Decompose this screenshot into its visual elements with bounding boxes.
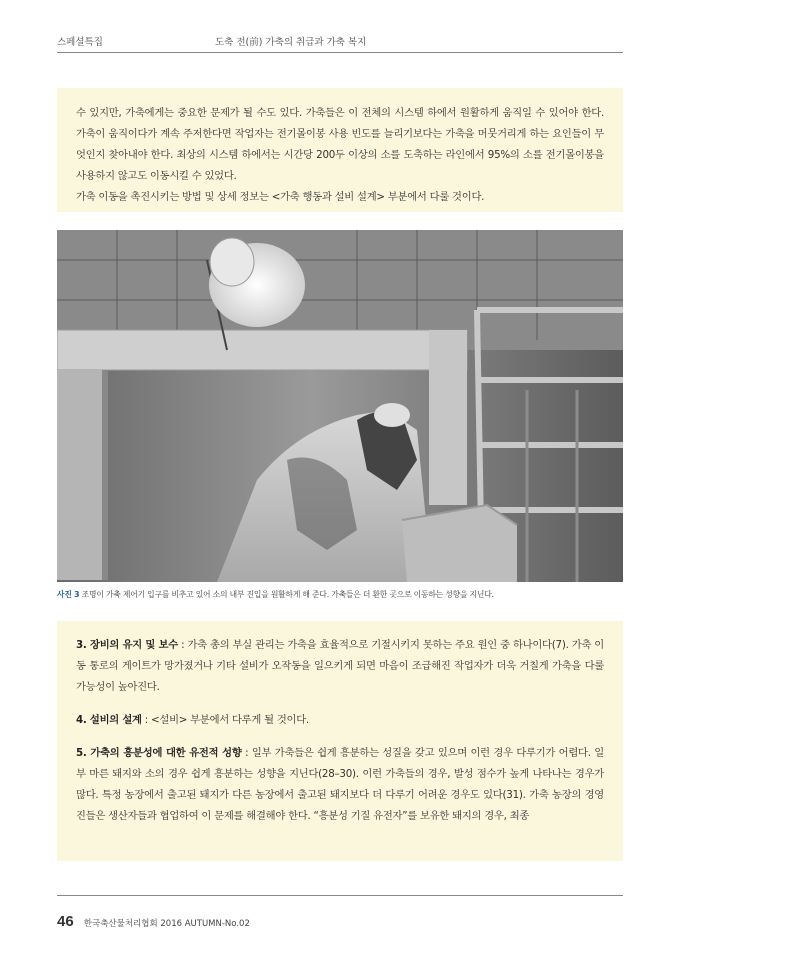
caption-label: 사진 3 [57, 590, 80, 599]
item-text: : 가축 총의 부실 관리는 가축을 효율적으로 기절시키지 못하는 주요 원인 중 하나이다(7). 가축 이동 통로의 게이트가 망가졌거나 기타 설비가 오작동을 일으키게 되면 마음이 조급해진 작업자가 더욱 거칠게 가축을 다룰 가능성이 높아진다. [76, 639, 604, 693]
body-paragraph: 가축 이동을 촉진시키는 방법 및 상세 정보는 <가축 행동과 설비 설계> 부분에서 다룰 것이다. [76, 191, 485, 203]
photo-cattle-entrance [57, 230, 623, 582]
footer [57, 911, 250, 931]
header-divider [57, 52, 623, 53]
photo-caption [57, 589, 623, 600]
item-title: 5. 가축의 흥분성에 대한 유전적 성향 [76, 747, 242, 759]
footer-divider [57, 895, 623, 896]
item-text: : <설비> 부분에서 다루게 될 것이다. [141, 714, 309, 726]
body-paragraph: 수 있지만, 가축에게는 중요한 문제가 될 수도 있다. 가축들은 이 전체의 시스템 하에서 원활하게 움직일 수 있어야 한다. 가축이 움직이다가 계속 주저한다면 작업자는 전기몰이봉 사용 빈도를 늘리기보다는 가축을 머뭇거리게 하는 요인들이 무엇인지 찾아내야 한다. 최상의 시스템 하에서는 시간당 200두 이상의 소를 도축하는 라인에서 95%의 소를 전기몰이봉을 사용하지 않고도 이동시킬 수 있었다. [76, 107, 604, 182]
header-article-title: 도축 전(前) 가축의 취급과 가축 복지 [215, 37, 367, 48]
item-title: 3. 장비의 유지 및 보수 [76, 639, 178, 651]
header-section-name: 스페셜특집 [57, 37, 103, 48]
publication-info: 한국축산물처리협회 2016 AUTUMN-No.02 [83, 919, 250, 929]
list-item [76, 743, 604, 827]
text-box-top [57, 88, 623, 212]
running-header [57, 30, 623, 52]
list-item [76, 710, 604, 731]
item-text: : 일부 가축들은 쉽게 흥분하는 성질을 갖고 있으며 이런 경우 다루기가 어렵다. 일부 마른 돼지와 소의 경우 쉽게 흥분하는 성향을 지닌다(28–30). 이런 가축들의 경우, 발성 점수가 높게 나타나는 경우가 많다. 특정 농장에서 출고된 돼지가 다른 농장에서 출고된 돼지보다 더 다루기 어려운 경우도 있다(31). 가축 농장의 경영진들은 생산자들과 협업하여 이 문제를 해결해야 한다. “흥분성 기질 유전자”를 보유한 돼지의 경우, 최종 [76, 747, 604, 822]
item-title: 4. 설비의 설계 [76, 714, 142, 726]
caption-text: 조명이 가축 제어기 입구를 비추고 있어 소의 내부 진입을 원활하게 해 준다. 가축들은 더 환한 곳으로 이동하는 성향을 지닌다. [79, 590, 494, 599]
page-number: 46 [57, 913, 74, 930]
text-box-bottom [57, 621, 623, 861]
list-item [76, 635, 604, 698]
